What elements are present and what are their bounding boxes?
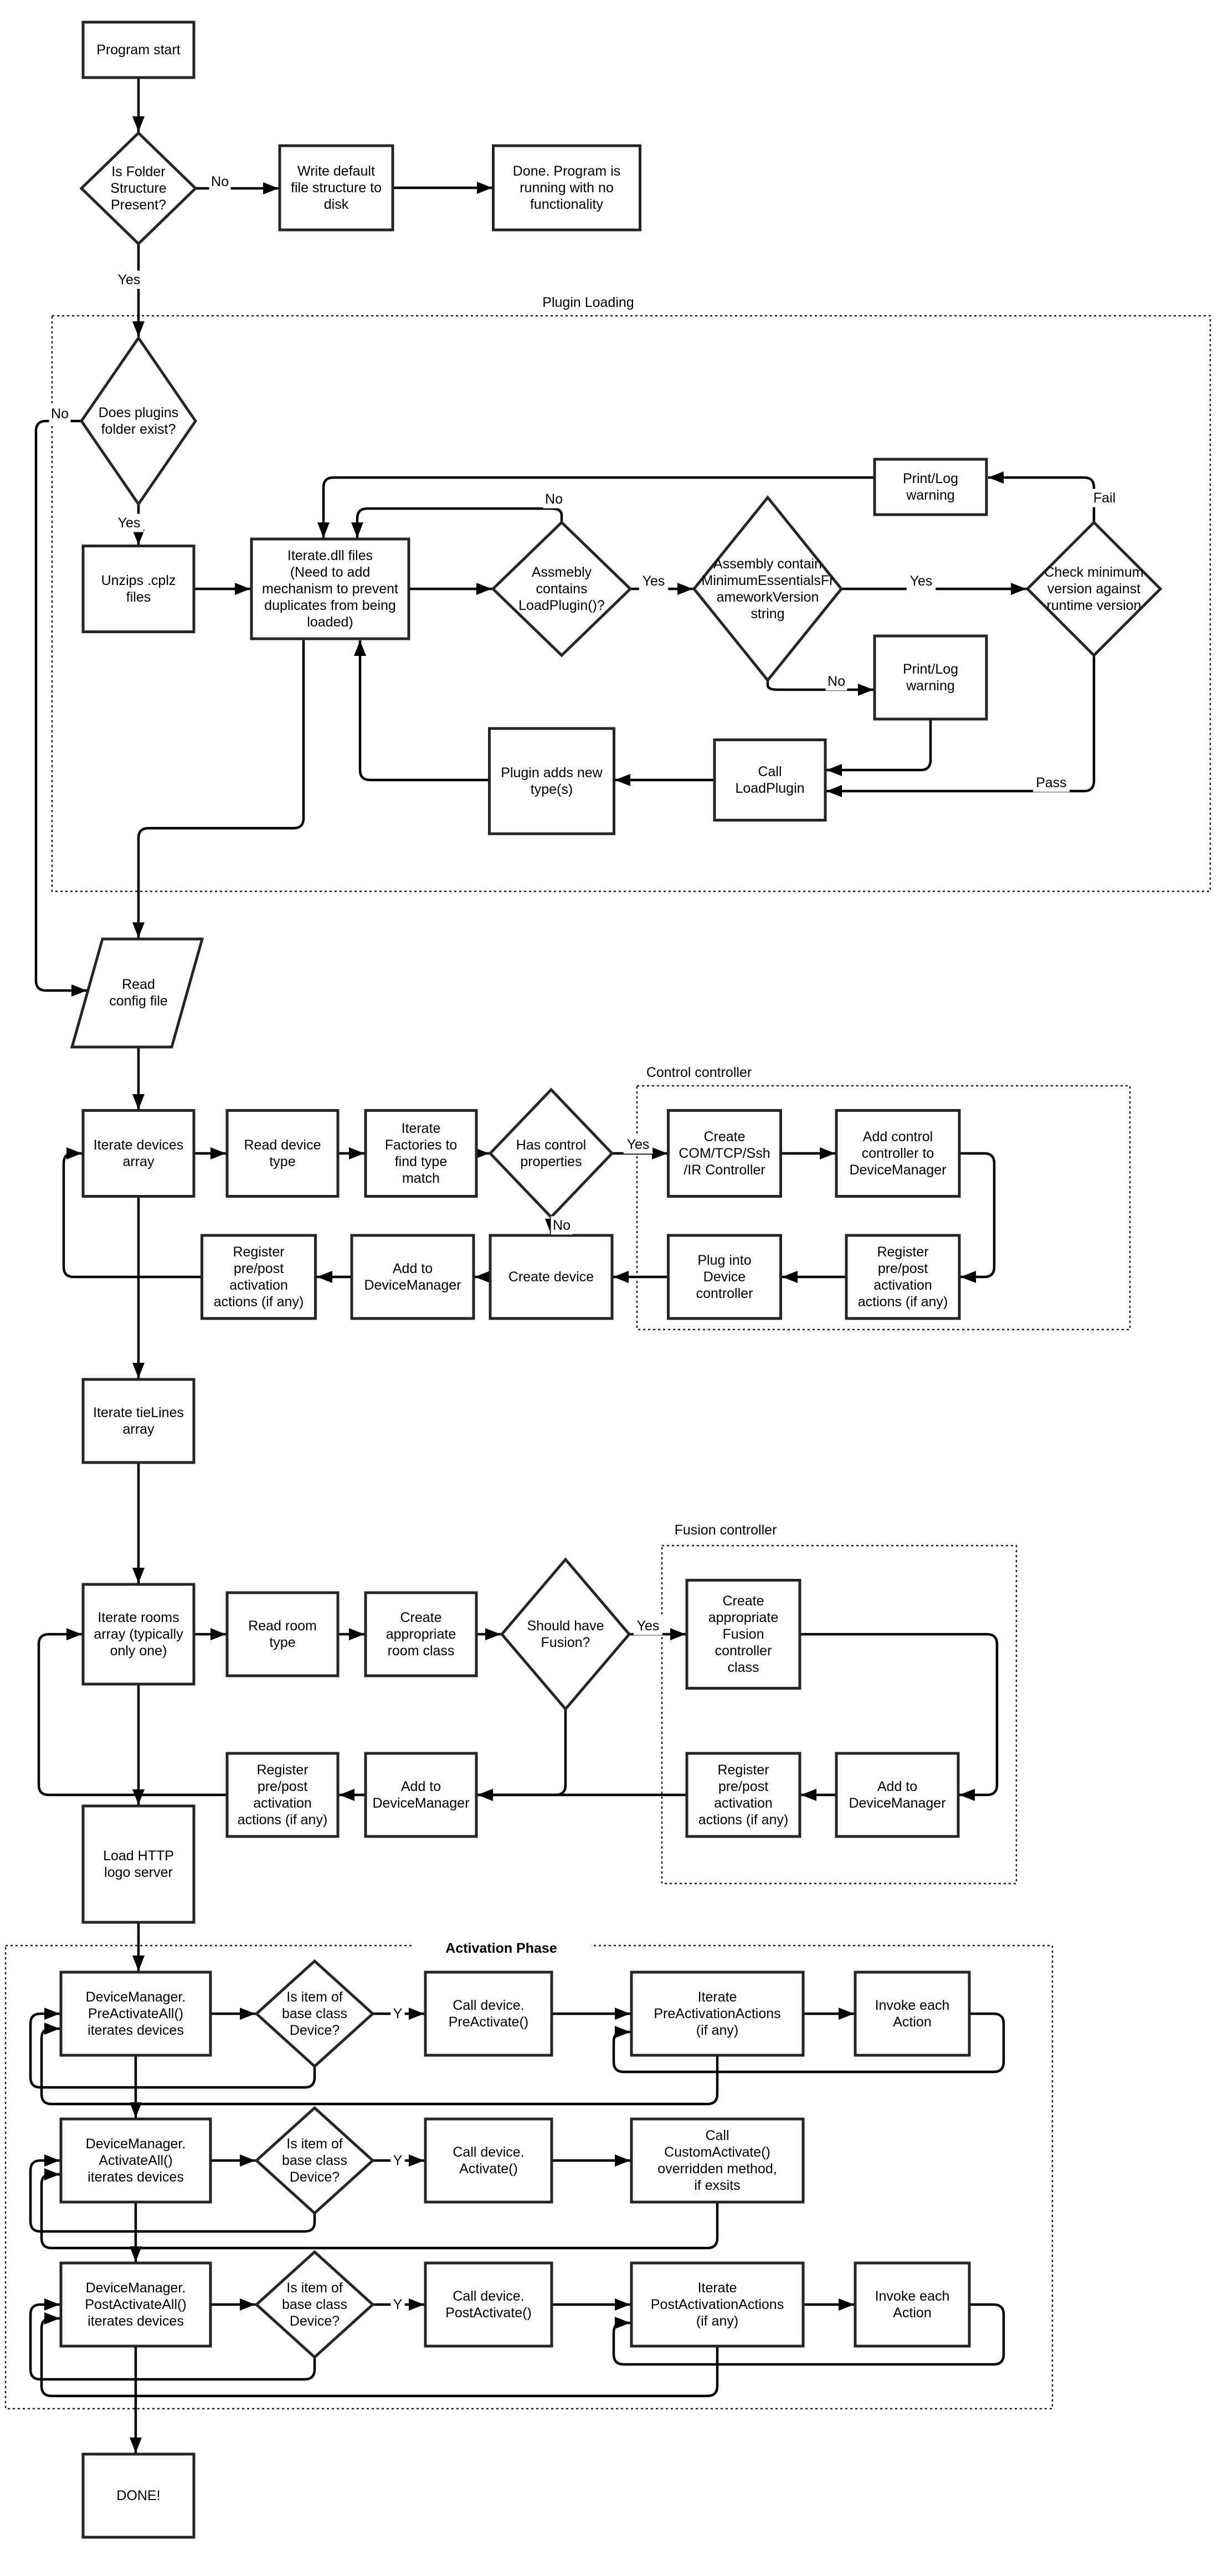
node-plug-into-device <box>669 1235 781 1318</box>
node-read-config-label: Read config file <box>109 977 168 1009</box>
node-iterate-rooms-label: Iterate rooms array (typically only one) <box>94 1610 183 1659</box>
node-create-device-label: Create device <box>508 1269 594 1285</box>
node-is-folder-structure <box>81 133 196 244</box>
node-done-no-functionality <box>494 146 640 230</box>
node-create-fusion-ctrl-label: Create appropriate Fusion controller class <box>708 1593 779 1675</box>
node-add-dm-devices-shape <box>352 1235 474 1318</box>
node-check-min-version <box>1027 522 1160 655</box>
node-assembly-minversion <box>694 497 841 680</box>
node-read-device-type-shape <box>227 1111 338 1197</box>
node-printlog-warning-1-shape <box>875 459 986 515</box>
node-add-dm-fusion-shape <box>836 1753 958 1836</box>
node-call-customactivate <box>631 2119 803 2202</box>
node-assembly-loadplugin-label: Assmebly contains LoadPlugin()? <box>518 565 605 613</box>
node-preactivateall <box>61 1972 210 2055</box>
node-invoke-action-1-label: Invoke each Action <box>875 1998 950 2030</box>
node-has-control-props-shape <box>490 1090 612 1217</box>
node-add-dm-fusion-label: Add to DeviceManager <box>849 1779 946 1811</box>
node-iterate-preactions <box>631 1972 803 2055</box>
label-no-plugins: No <box>51 406 69 422</box>
node-call-postactivate-label: Call device. PostActivate() <box>445 2288 532 2321</box>
node-printlog-warning-2 <box>875 636 986 719</box>
node-postactivateall <box>61 2263 210 2346</box>
node-register-prepost-rooms-label: Register pre/post activation actions (if any) <box>237 1762 328 1828</box>
node-program-start-label: Program start <box>96 42 181 58</box>
node-call-preactivate-shape <box>425 1972 552 2055</box>
node-write-default <box>280 146 393 230</box>
title-fusion-controller: Fusion controller <box>674 1522 777 1538</box>
node-does-plugins-folder-label: Does plugins folder exist? <box>98 405 179 437</box>
label-no-folder: No <box>211 174 229 189</box>
node-register-prepost-fusion-label: Register pre/post activation actions (if any) <box>698 1762 789 1828</box>
node-printlog-warning-1-label: Print/Log warning <box>902 471 959 503</box>
node-load-http-logo <box>83 1806 194 1922</box>
node-call-loadplugin-shape <box>715 740 825 820</box>
node-register-prepost-ctrl-label: Register pre/post activation actions (if any) <box>857 1244 948 1310</box>
node-assembly-minversion-shape <box>694 497 841 680</box>
node-read-room-type-label: Read room type <box>248 1618 317 1650</box>
node-create-fusion-ctrl <box>687 1581 800 1689</box>
node-call-activate <box>425 2119 552 2202</box>
node-postactivateall-label: DeviceManager. PostActivateAll() iterates devices <box>85 2280 187 2329</box>
node-create-com <box>669 1111 781 1197</box>
node-plug-into-device-label: Plug into Device controller <box>696 1253 753 1301</box>
node-plugin-adds-types <box>490 728 614 834</box>
node-create-room-class-label: Create appropriate room class <box>386 1610 456 1659</box>
node-iterate-devices <box>83 1111 194 1197</box>
title-control-controller: Control controller <box>646 1065 752 1080</box>
node-plugin-adds-types-label: Plugin adds new type(s) <box>501 765 603 797</box>
node-create-com-label: Create COM/TCP/Ssh /IR Controller <box>679 1129 770 1178</box>
node-iterate-postactions-label: Iterate PostActivationActions (if any) <box>650 2280 784 2329</box>
node-register-prepost-dev <box>202 1235 316 1318</box>
node-iterate-tielines-shape <box>83 1379 194 1463</box>
node-iterate-postactions <box>631 2263 803 2346</box>
node-add-dm-rooms-label: Add to DeviceManager <box>372 1779 470 1811</box>
edge-minversion-no <box>768 680 873 690</box>
node-is-base-device-2-label: Is item of base class Device? <box>281 2136 348 2185</box>
node-activateall-label: DeviceManager. ActivateAll() iterates devices <box>85 2136 186 2185</box>
node-iterate-factories <box>366 1111 476 1197</box>
node-should-have-fusion-shape <box>502 1559 629 1709</box>
edge-check-fail <box>988 478 1094 522</box>
node-iterate-dll <box>251 539 409 639</box>
label-no-hascontrol: No <box>553 1218 571 1233</box>
node-add-control-ctrl-label: Add control controller to DeviceManager <box>849 1129 947 1178</box>
node-invoke-action-2-label: Invoke each Action <box>875 2288 950 2321</box>
node-register-prepost-rooms <box>227 1753 338 1836</box>
label-no-assembly: No <box>545 491 563 507</box>
node-call-activate-label: Call device. Activate() <box>453 2144 525 2177</box>
node-does-plugins-folder <box>81 338 196 504</box>
node-call-postactivate <box>425 2263 552 2346</box>
node-call-loadplugin-label: Call LoadPlugin <box>735 764 805 796</box>
node-is-base-device-2 <box>256 2108 373 2213</box>
node-should-have-fusion <box>502 1559 629 1709</box>
node-read-config <box>72 939 202 1047</box>
label-yes-plugins: Yes <box>117 515 141 531</box>
node-call-loadplugin <box>715 740 825 820</box>
node-iterate-tielines-label: Iterate tieLines array <box>93 1405 184 1437</box>
edge-assembly-no-loop <box>357 509 562 538</box>
node-check-min-version-label: Check minimum version against runtime version <box>1044 565 1144 613</box>
node-iterate-preactions-label: Iterate PreActivationActions (if any) <box>654 1989 781 2038</box>
edge-printlog2-to-call <box>826 719 931 770</box>
label-yes-hascontrol: Yes <box>626 1137 650 1152</box>
node-is-base-device-3 <box>256 2252 373 2357</box>
node-load-http-logo-shape <box>83 1806 194 1922</box>
node-unzips-cplz-label: Unzips .cplz files <box>101 573 176 605</box>
node-unzips-cplz-shape <box>83 546 194 632</box>
node-iterate-devices-shape <box>83 1111 194 1197</box>
node-read-device-type <box>227 1111 338 1197</box>
node-load-http-logo-label: Load HTTP logo server <box>103 1848 174 1880</box>
node-add-dm-devices <box>352 1235 474 1318</box>
node-write-default-label: Write default file structure to disk <box>291 163 382 212</box>
label-y-postactivate: Y <box>393 2297 403 2312</box>
node-assembly-loadplugin <box>493 522 630 655</box>
label-yes-fusion: Yes <box>636 1618 660 1634</box>
node-add-dm-rooms-shape <box>366 1753 476 1836</box>
node-printlog-warning-1 <box>875 459 986 515</box>
label-yes-assembly: Yes <box>642 573 665 589</box>
node-call-postactivate-shape <box>425 2263 552 2346</box>
edge-addctrl-to-register <box>959 1153 994 1277</box>
node-iterate-factories-label: Iterate Factories to find type match <box>384 1121 458 1186</box>
node-iterate-rooms <box>83 1584 194 1684</box>
node-read-room-type-shape <box>227 1593 338 1676</box>
label-fail: Fail <box>1093 490 1116 506</box>
node-iterate-tielines <box>83 1379 194 1463</box>
edge-fusion-no <box>477 1709 566 1795</box>
node-unzips-cplz <box>83 546 194 632</box>
title-activation-phase: Activation Phase <box>445 1941 557 1956</box>
node-register-prepost-dev-label: Register pre/post activation actions (if any) <box>213 1244 304 1310</box>
label-no-minversion: No <box>828 674 845 689</box>
node-plugin-adds-types-shape <box>490 728 614 834</box>
group-plugin-loading <box>52 316 1210 891</box>
label-pass: Pass <box>1036 775 1067 791</box>
node-invoke-action-2 <box>855 2263 969 2346</box>
node-done-no-functionality-label: Done. Program is running with no functionality <box>512 163 621 212</box>
node-done-label: DONE! <box>116 2488 161 2503</box>
label-yes-minversion: Yes <box>909 573 933 589</box>
node-call-customactivate-label: Call CustomActivate() overridden method, if exsits <box>657 2128 777 2193</box>
label-y-preactivate: Y <box>393 2006 403 2021</box>
node-preactivateall-label: DeviceManager. PreActivateAll() iterates devices <box>85 1989 186 2038</box>
node-has-control-props-label: Has control properties <box>516 1137 587 1169</box>
node-printlog-warning-2-label: Print/Log warning <box>902 661 959 694</box>
node-done <box>83 2454 194 2537</box>
node-call-preactivate-label: Call device. PreActivate() <box>448 1998 529 2030</box>
node-has-control-props <box>490 1090 612 1217</box>
node-should-have-fusion-label: Should have Fusion? <box>527 1618 604 1650</box>
node-iterate-dll-label: Iterate.dll files (Need to add mechanism to prevent duplicates from being loaded) <box>262 548 398 630</box>
node-register-prepost-ctrl <box>846 1235 959 1318</box>
title-plugin-loading: Plugin Loading <box>542 295 634 310</box>
label-yes-folder: Yes <box>117 272 141 288</box>
node-printlog-warning-2-shape <box>875 636 986 719</box>
node-add-dm-fusion <box>836 1753 958 1836</box>
node-is-base-device-1 <box>256 1961 373 2066</box>
node-invoke-action-1 <box>855 1972 969 2055</box>
node-program-start <box>83 22 194 78</box>
node-call-activate-shape <box>425 2119 552 2202</box>
node-is-folder-structure-label: Is Folder Structure Present? <box>110 164 167 213</box>
edge-pluginadds-loop <box>360 640 489 780</box>
node-call-preactivate <box>425 1972 552 2055</box>
node-invoke-action-1-shape <box>855 1972 969 2055</box>
node-add-dm-devices-label: Add to DeviceManager <box>364 1261 461 1293</box>
node-add-dm-rooms <box>366 1753 476 1836</box>
node-read-device-type-label: Read device type <box>244 1137 321 1169</box>
node-invoke-action-2-shape <box>855 2263 969 2346</box>
node-iterate-devices-label: Iterate devices array <box>93 1137 184 1169</box>
node-is-base-device-3-label: Is item of base class Device? <box>281 2280 348 2329</box>
edge-iteratedll-to-config <box>138 639 304 938</box>
node-is-base-device-1-label: Is item of base class Device? <box>281 1989 348 2038</box>
node-create-room-class <box>366 1593 476 1676</box>
node-assembly-minversion-label: Assembly contain MinimumEssentialsFr ameworkVersion string <box>701 556 834 622</box>
node-read-room-type <box>227 1593 338 1676</box>
node-register-prepost-fusion <box>687 1753 800 1836</box>
node-does-plugins-folder-shape <box>81 338 196 504</box>
node-activateall <box>61 2119 210 2202</box>
edge-plugins-no-feedback <box>36 421 87 991</box>
node-add-control-ctrl <box>836 1111 959 1197</box>
node-create-device <box>490 1235 612 1318</box>
label-y-activate: Y <box>393 2153 403 2168</box>
